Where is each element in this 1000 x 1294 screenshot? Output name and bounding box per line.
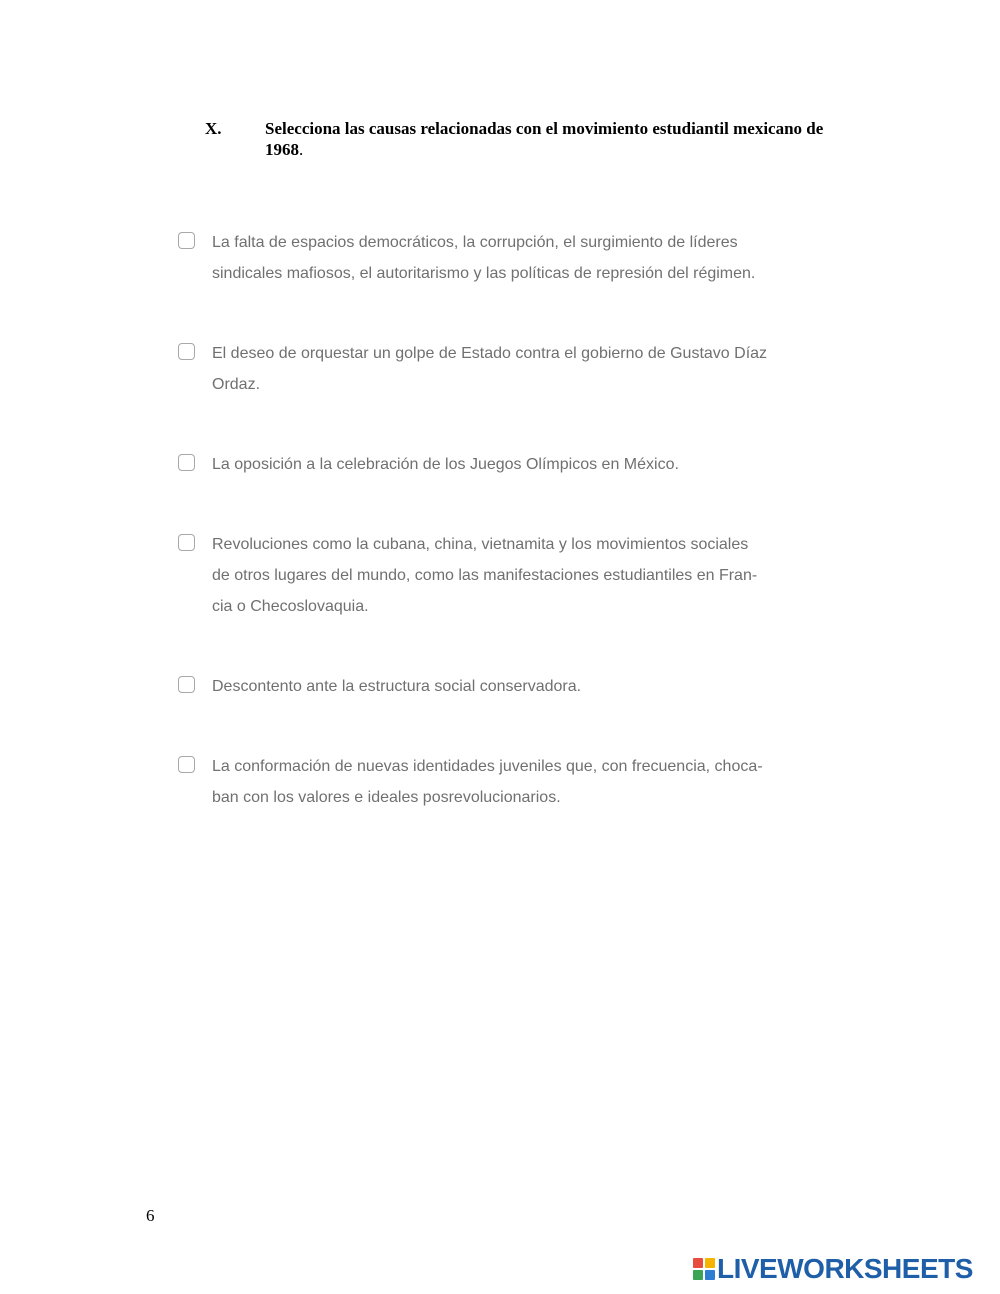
option-5-label: Descontento ante la estructura social conservadora. xyxy=(212,678,582,695)
option-3-label: La oposición a la celebración de los Juegos Olímpicos en México. xyxy=(212,456,679,473)
liveworksheets-grid-icon xyxy=(693,1258,715,1280)
option-5-checkbox[interactable] xyxy=(178,676,195,693)
question-text xyxy=(265,118,845,160)
brand-name: LIVEWORKSHEETS xyxy=(717,1253,973,1284)
question-text-tail: . xyxy=(299,140,304,159)
option-4-checkbox[interactable] xyxy=(178,534,195,551)
question-number: X. xyxy=(205,119,222,138)
question-text-bold: Selecciona las causas relacionadas con el movimiento estudiantil mexicano de 1968 xyxy=(265,119,824,159)
option-6-label: La conformación de nuevas identidades juveniles que, con frecuencia, choca- ban con los valores e ideales posrevolucionarios. xyxy=(212,758,763,806)
option-1-checkbox[interactable] xyxy=(178,232,195,249)
option-3-checkbox[interactable] xyxy=(178,454,195,471)
option-1-label: La falta de espacios democráticos, la corrupción, el surgimiento de líderes sindicales mafiosos, el autoritarismo y las políticas de represión del régimen. xyxy=(212,234,756,282)
option-4-label: Revoluciones como la cubana, china, vietnamita y los movimientos sociales de otros lugares del mundo, como las manifestaciones estudiantiles en Fran- cia o Checoslovaquia. xyxy=(212,536,758,615)
option-2-label: El deseo de orquestar un golpe de Estado contra el gobierno de Gustavo Díaz Ordaz. xyxy=(212,345,768,393)
page-number: 6 xyxy=(146,1206,155,1225)
option-2-checkbox[interactable] xyxy=(178,343,195,360)
liveworksheets-logo xyxy=(693,1253,973,1285)
option-6-checkbox[interactable] xyxy=(178,756,195,773)
